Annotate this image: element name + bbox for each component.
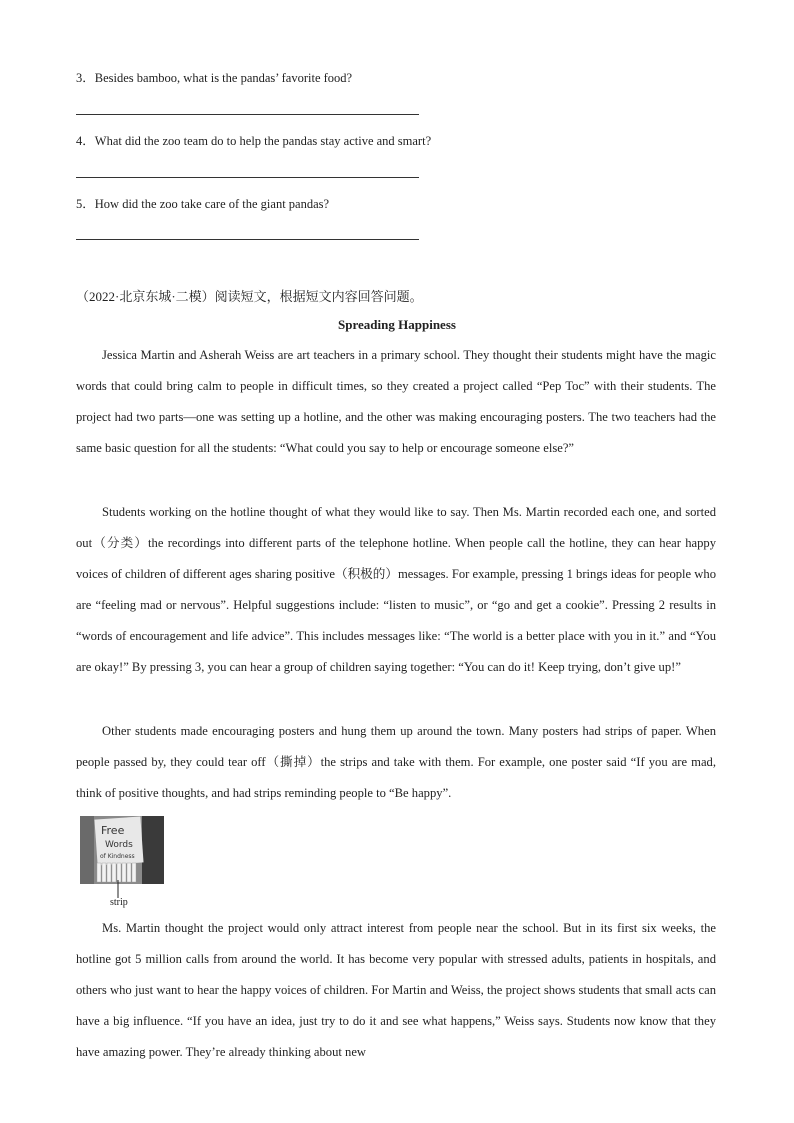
section-intro: （2022·北京东城·二模）阅读短文，根据短文内容回答问题。 (76, 289, 423, 304)
answer-line (76, 177, 419, 178)
question-number: 3． (76, 71, 95, 85)
answer-line (76, 239, 419, 240)
question-3 (76, 68, 352, 86)
question-4 (76, 131, 431, 149)
article-paragraph-4: Ms. Martin thought the project would only attract interest from people near the school. But in its first six weeks, the hotline got 5 million calls from around the world. It has become very popular with stressed adults, patients in hospitals, and others who just want to hear the happy voices of children. For Martin and Weiss, the project shows students that small acts can have a big influence. “If you have an idea, just try to do it and see what happens,” Weiss says. Students now know that they have amazing power. They’re already thinking about new (76, 921, 716, 1059)
question-text: Besides bamboo, what is the pandas’ favorite food? (94, 71, 353, 85)
poster-illustration (80, 816, 164, 884)
article-paragraph-1: Jessica Martin and Asherah Weiss are art teachers in a primary school. They thought their students might have the magic words that could bring calm to people in difficult times, so they created a project called “Pep Toc” with their students. The project had two parts—one was setting up a hotline, and the other was making encouraging posters. The two teachers had the same basic question for all the students: “What could you say to help or encourage someone else?” (76, 348, 716, 455)
answer-line (76, 114, 419, 115)
question-5 (76, 194, 329, 212)
poster-photo (80, 816, 164, 884)
question-text: How did the zoo take care of the giant pandas? (94, 197, 330, 211)
article-paragraph-3: Other students made encouraging posters and hung them up around the town. Many posters had strips of paper. When people passed by, they could tear off（撕掉）the strips and take with them. For example, one poster said “If you are mad, think of positive thoughts, and had strips reminding people to “Be happy”. (76, 724, 716, 800)
poster-word-free: Free (101, 824, 125, 837)
article-title: Spreading Happiness (338, 317, 456, 332)
question-text: What did the zoo team do to help the pandas stay active and smart? (94, 134, 432, 148)
poster-word-kindness: of Kindness (100, 853, 135, 860)
article-paragraph-2: Students working on the hotline thought of what they would like to say. Then Ms. Martin recorded each one, and sorted out（分类）the recordings into different parts of the telephone hotline. When people call the hotline, they can hear happy voices of children of different ages sharing positive（积极的）messages. For example, pressing 1 brings ideas for people who are “feeling mad or nervous”. Helpful suggestions include: “listen to music”, or “go and get a cookie”. Pressing 2 results in “words of encouragement and life advice”. This includes messages like: “The world is a better place with you in it.” and “You are okay!” By pressing 3, you can hear a group of children saying together: “You can do it! Keep trying, don’t give up!” (76, 505, 716, 674)
figure-caption: strip (110, 897, 128, 908)
question-number: 4． (76, 134, 95, 148)
question-number: 5． (76, 197, 95, 211)
poster-word-words: Words (105, 840, 133, 850)
